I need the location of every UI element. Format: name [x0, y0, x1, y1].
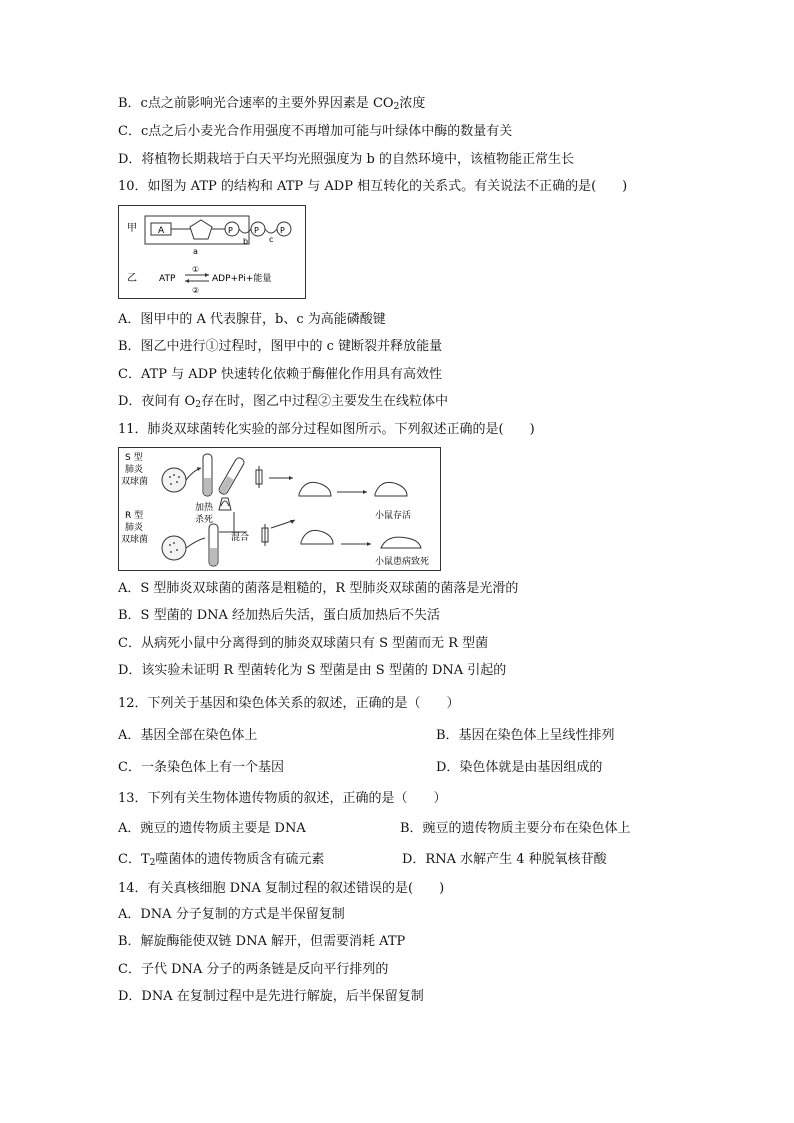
fig-adenine-label: A — [158, 226, 165, 236]
burner — [219, 498, 231, 510]
svg-text:杀死: 杀死 — [195, 515, 214, 525]
svg-text:肺炎: 肺炎 — [125, 523, 144, 533]
q14-option-a: A．DNA 分子复制的方式是半保留复制 — [118, 907, 345, 922]
q14-option-d: D．DNA 在复制过程中是先进行解旋，后半保留复制 — [118, 989, 424, 1004]
q13-stem: 13．下列有关生物体遗传物质的叙述，正确的是（ ） — [118, 791, 447, 806]
q11-option-a: A．S 型肺炎双球菌的菌落是粗糙的，R 型肺炎双球菌的菌落是光滑的 — [118, 581, 519, 596]
svg-text:肺炎: 肺炎 — [125, 465, 144, 475]
fig-label-a: a — [193, 247, 198, 256]
q12-option-b: B．基因在染色体上呈线性排列 — [436, 728, 615, 743]
label-alive: 小鼠存活 — [375, 511, 412, 521]
mouse-1 — [299, 482, 331, 496]
q10-option-c: C．ATP 与 ADP 快速转化依赖于酶催化作用具有高效性 — [118, 367, 442, 382]
q10-stem: 10．如图为 ATP 的结构和 ATP 与 ADP 相互转化的关系式。有关说法不正确的是( ) — [118, 179, 628, 194]
q10-option-a: A．图甲中的 A 代表腺苷，b、c 为高能磷酸键 — [118, 312, 386, 327]
q9-option-b: B．c点之前影响光合速率的主要外界因素是 $CO_2$浓度 — [118, 96, 426, 112]
svg-text:S 型: S 型 — [125, 453, 143, 463]
q10-atp-figure — [118, 205, 306, 299]
q13-option-d: D．RNA 水解产生 4 种脱氧核苷酸 — [402, 852, 607, 867]
s-plate — [162, 468, 186, 492]
q10-option-d: D．夜间有 $O_2$存在时，图乙中过程②主要发生在线粒体中 — [118, 394, 448, 410]
ribose-shape — [190, 220, 212, 239]
svg-text:P: P — [228, 226, 233, 235]
q13-option-c: C．$T_2$噬菌体的遗传物质含有硫元素 — [118, 852, 325, 868]
q11-option-d: D．该实验未证明 R 型菌转化为 S 型菌是由 S 型菌的 DNA 引起的 — [118, 663, 507, 678]
q11-stem: 11．肺炎双球菌转化实验的部分过程如图所示。下列叙述正确的是( ) — [118, 422, 535, 437]
q9-option-d: D．将植物长期栽培于白天平均光照强度为 b 的自然环境中，该植物能正常生长 — [118, 152, 575, 167]
mouse-4 — [381, 537, 421, 548]
mouse-3 — [301, 530, 333, 544]
q12-option-c: C．一条染色体上有一个基因 — [118, 760, 284, 775]
svg-text:加热: 加热 — [195, 503, 214, 513]
fig-atp: ATP — [159, 274, 176, 284]
svg-text:P: P — [280, 226, 285, 235]
svg-text:①: ① — [192, 265, 200, 274]
fig-adp: ADP+Pi+能量 — [212, 274, 272, 284]
q14-option-b: B．解旋酶能使双链 DNA 解开，但需要消耗 ATP — [118, 934, 406, 949]
q10-option-b: B．图乙中进行①过程时，图甲中的 c 键断裂并释放能量 — [118, 339, 443, 354]
q13-option-a: A．豌豆的遗传物质主要是 DNA — [118, 821, 306, 836]
label-dead: 小鼠患病致死 — [375, 557, 430, 567]
fig-label-jia: 甲 — [127, 223, 137, 234]
svg-text:双球菌: 双球菌 — [121, 535, 149, 545]
label-mix: 混合 — [231, 533, 250, 543]
q9-option-c: C．c点之后小麦光合作用强度不再增加可能与叶绿体中酶的数量有关 — [118, 124, 513, 139]
svg-text:②: ② — [192, 286, 200, 295]
q14-option-c: C．子代 DNA 分子的两条链是反向平行排列的 — [118, 962, 389, 977]
q13-option-b: B．豌豆的遗传物质主要分布在染色体上 — [400, 821, 631, 836]
q11-option-b: B．S 型菌的 DNA 经加热后失活，蛋白质加热后不失活 — [118, 608, 441, 623]
fig-label-yi: 乙 — [127, 273, 137, 284]
q12-option-d: D．染色体就是由基因组成的 — [436, 760, 603, 775]
fig-label-b: b — [243, 237, 249, 246]
mouse-2 — [375, 482, 407, 496]
q12-stem: 12．下列关于基因和染色体关系的叙述，正确的是（ ） — [118, 696, 460, 711]
svg-text:R 型: R 型 — [125, 511, 144, 521]
q11-option-c: C．从病死小鼠中分离得到的肺炎双球菌只有 S 型菌而无 R 型菌 — [118, 636, 489, 651]
svg-text:P: P — [254, 226, 259, 235]
q11-transformation-figure — [118, 447, 441, 571]
svg-text:双球菌: 双球菌 — [121, 477, 149, 487]
q12-option-a: A．基因全部在染色体上 — [118, 728, 258, 743]
r-plate — [162, 536, 186, 560]
test-tube-2 — [218, 456, 246, 495]
fig-label-c: c — [269, 235, 274, 244]
q14-stem: 14．有关真核细胞 DNA 复制过程的叙述错误的是( ) — [118, 881, 445, 896]
